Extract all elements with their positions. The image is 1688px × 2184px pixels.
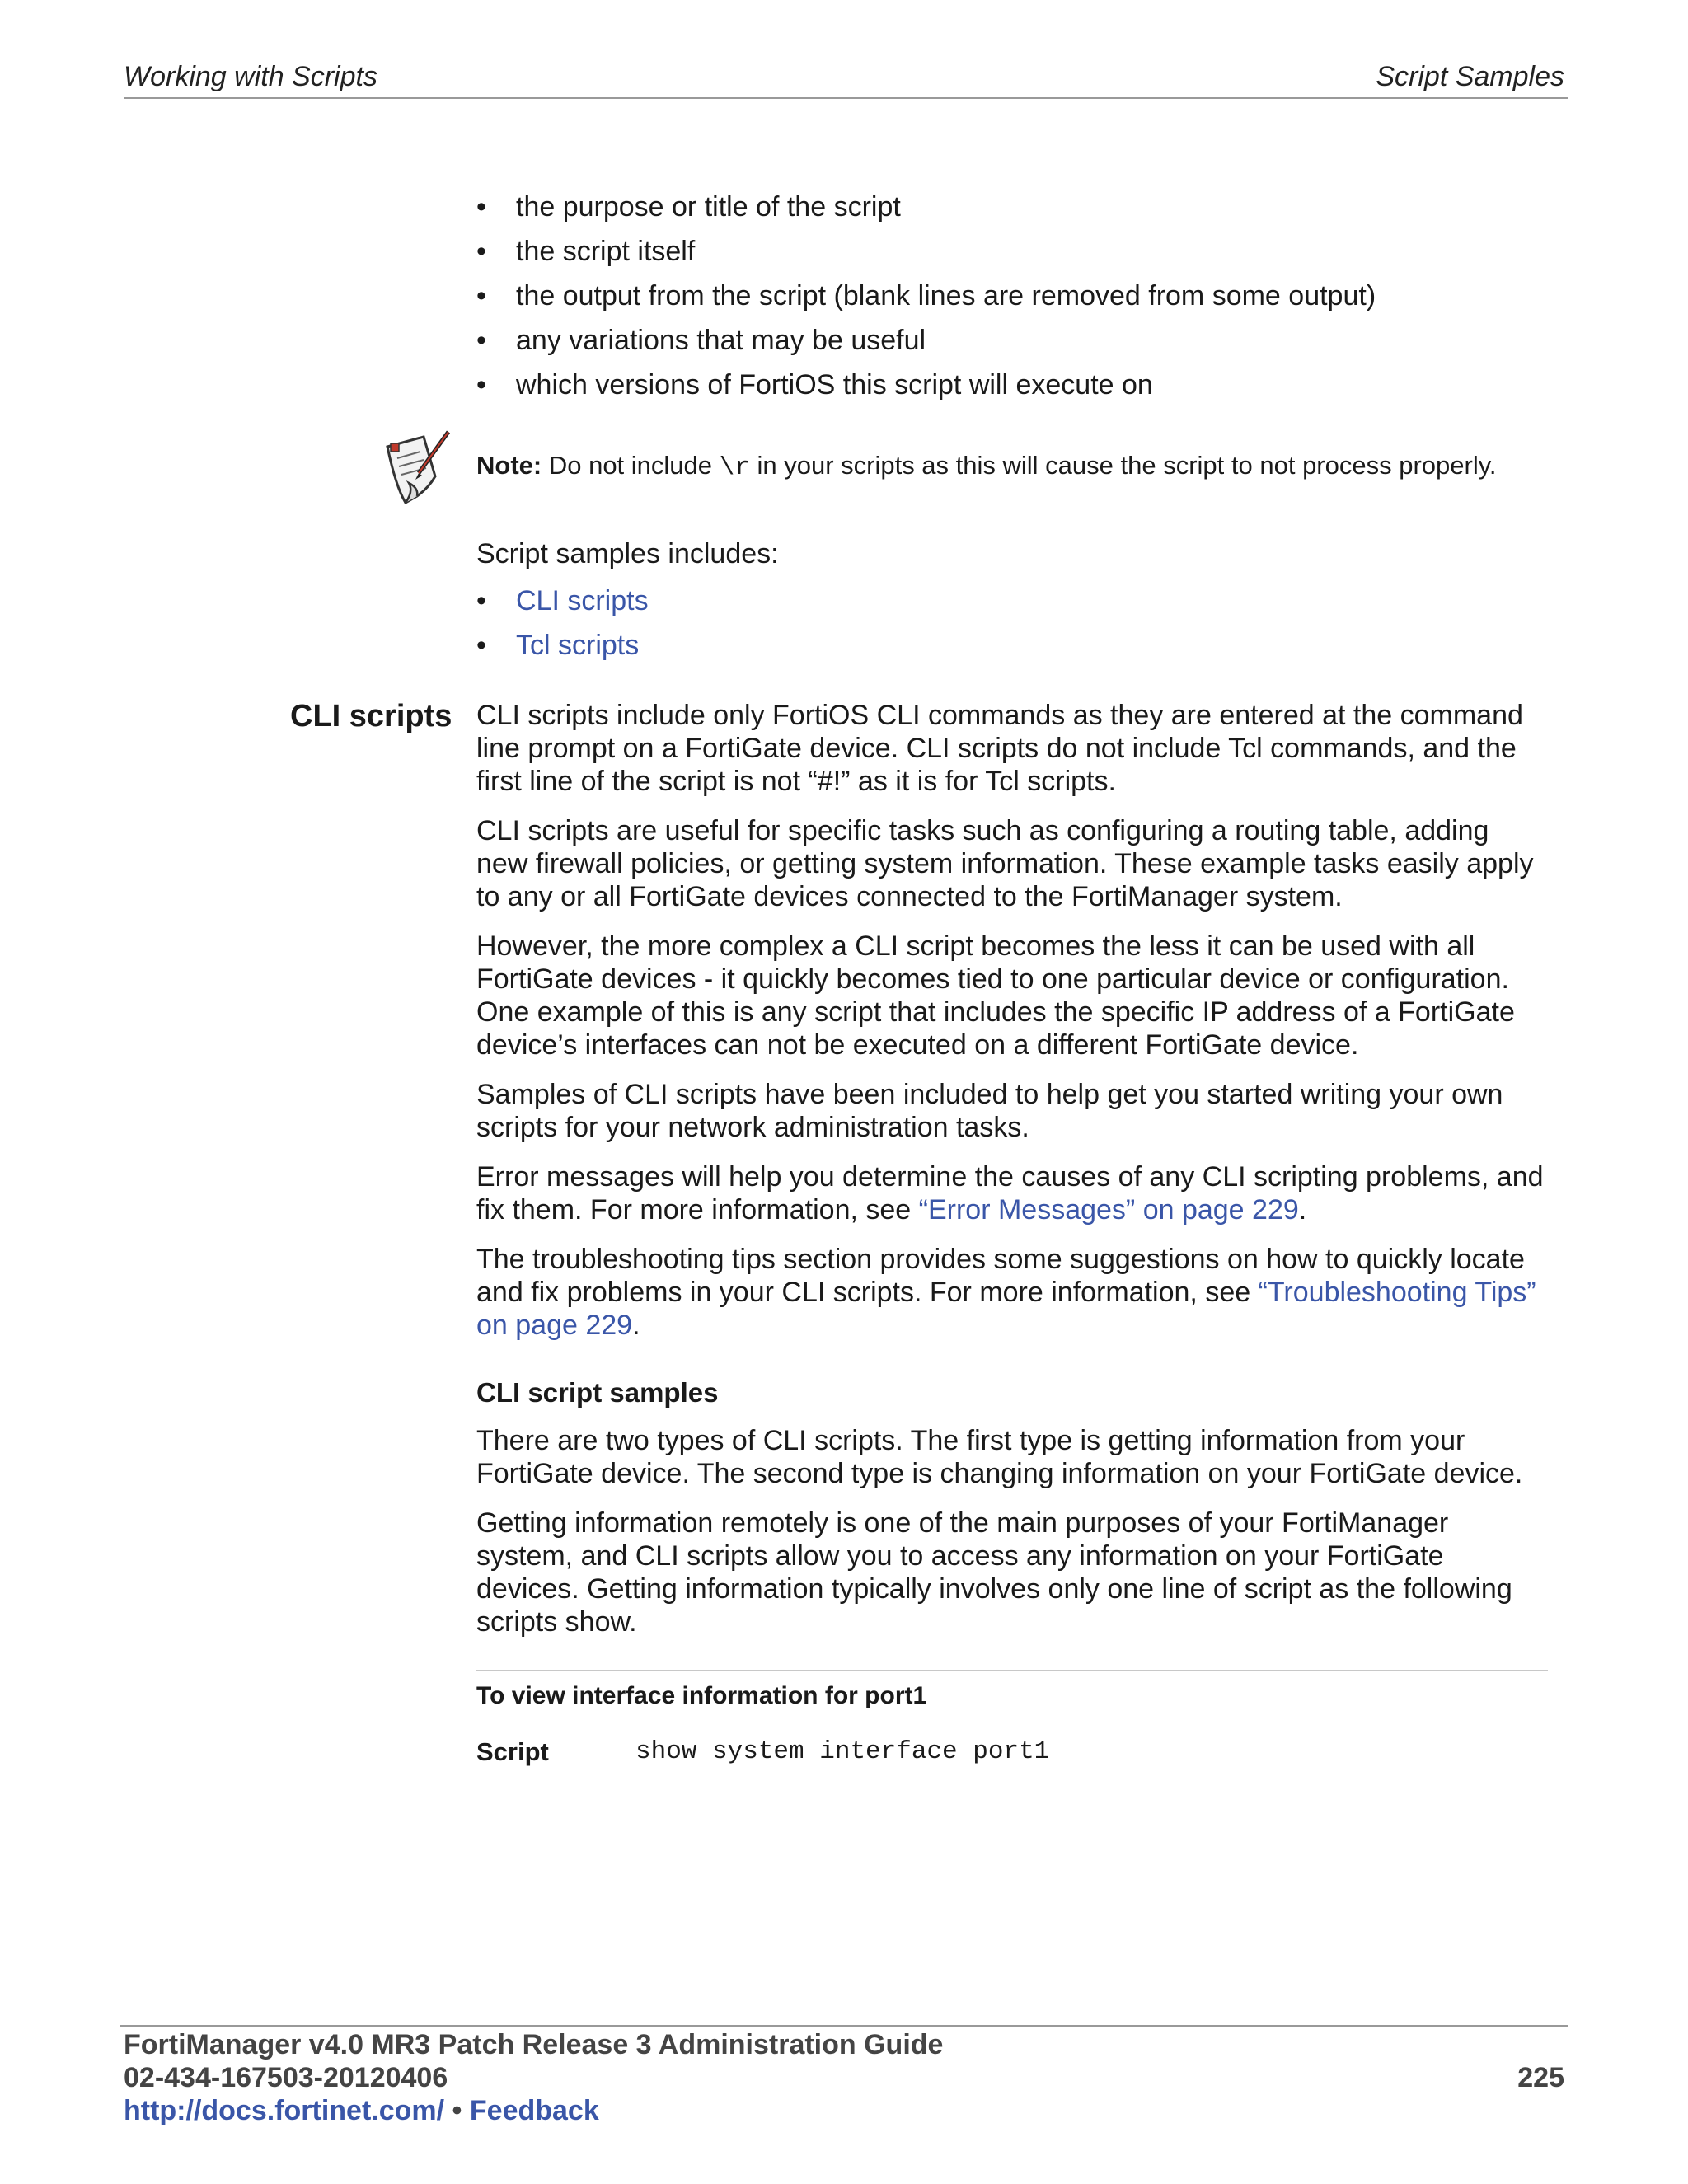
section-heading: CLI scripts — [290, 699, 452, 733]
procedure-title: To view interface information for port1 — [476, 1682, 927, 1709]
list-item — [476, 579, 1548, 623]
paragraph: CLI scripts are useful for specific tasks such as configuring a routing table, adding new firewall policies, or getting system information. These example tasks easily apply to any or all FortiGate devices connected to the FortiManager system. — [476, 815, 1534, 912]
list-item — [476, 623, 1548, 668]
paragraph: There are two types of CLI scripts. The first type is getting information from your FortiGate device. The second type is changing information on your FortiGate device. — [476, 1425, 1523, 1489]
paragraph: Samples of CLI scripts have been included to help get you started writing your own scripts for your network administration tasks. — [476, 1079, 1503, 1143]
paragraph-text: Error messages will help you determine the causes of any CLI scripting problems, and fix them. For more information, see — [476, 1161, 1544, 1226]
script-label: Script — [476, 1737, 549, 1766]
samples-link-list — [476, 579, 1548, 668]
paragraph-text: . — [632, 1310, 640, 1341]
cli-scripts-link[interactable]: CLI scripts — [516, 585, 649, 616]
page-number: 225 — [1517, 2062, 1564, 2093]
header-divider — [124, 97, 1568, 99]
list-item: • any variations that may be useful — [476, 318, 1548, 363]
list-item: • the output from the script (blank lines are removed from some output) — [476, 274, 1548, 318]
error-messages-link[interactable]: “Error Messages” on page 229 — [918, 1194, 1299, 1226]
script-code: show system interface port1 — [635, 1737, 1050, 1766]
list-item: • the script itself — [476, 229, 1548, 274]
paragraph — [476, 1243, 1548, 1342]
procedure-divider — [476, 1670, 1548, 1671]
samples-intro-block — [476, 537, 1548, 668]
footer-doc-id: 02-434-167503-20120406 — [124, 2062, 448, 2093]
subsection-heading: CLI script samples — [476, 1377, 719, 1408]
footer-divider — [120, 2025, 1568, 2027]
list-item: • the purpose or title of the script — [476, 185, 1548, 229]
intro-bullet-list — [476, 185, 1548, 407]
docs-url-link[interactable]: http://docs.fortinet.com/ — [124, 2095, 445, 2126]
feedback-link[interactable]: Feedback — [469, 2095, 599, 2126]
samples-intro: Script samples includes: — [476, 538, 779, 569]
footer-links — [124, 2095, 599, 2127]
script-row — [476, 1736, 1548, 1769]
footer-separator: • — [444, 2095, 470, 2126]
note-text-after: in your scripts as this will cause the script to not process properly. — [749, 451, 1497, 480]
paragraph: CLI scripts include only FortiOS CLI commands as they are entered at the command line prompt on a FortiGate device. CLI scripts do not include Tcl commands, and the first line of the script is not “#!” as it is for Tcl scripts. — [476, 700, 1523, 797]
note-text-before: Do not include — [542, 451, 720, 480]
note-pen-icon — [381, 429, 455, 506]
note-code: \r — [719, 453, 750, 482]
running-header-left: Working with Scripts — [124, 61, 377, 92]
running-header-right: Script Samples — [1376, 61, 1564, 92]
note-label: Note: — [476, 451, 542, 480]
troubleshooting-tips-link[interactable]: “Troubleshooting Tips” on page 229 — [476, 1277, 1536, 1341]
list-item: • which versions of FortiOS this script will execute on — [476, 363, 1548, 407]
paragraph-text: . — [1298, 1194, 1307, 1226]
paragraph — [476, 1160, 1548, 1226]
footer-guide-title: FortiManager v4.0 MR3 Patch Release 3 Administration Guide — [124, 2029, 944, 2060]
paragraph: However, the more complex a CLI script becomes the less it can be used with all FortiGate devices - it quickly becomes tied to one particular device or configuration. One example of this is any script that includes the specific IP address of a FortiGate device’s interfaces can not be executed on a different FortiGate device. — [476, 930, 1515, 1061]
intro-list-block — [476, 185, 1548, 407]
section-body — [476, 699, 1548, 1769]
tcl-scripts-link[interactable]: Tcl scripts — [516, 630, 640, 661]
paragraph-text: The troubleshooting tips section provides some suggestions on how to quickly locate and fix problems in your CLI scripts. For more information, see — [476, 1244, 1525, 1308]
note-text — [476, 449, 1497, 485]
paragraph: Getting information remotely is one of the main purposes of your FortiManager system, and CLI scripts allow you to access any information on your FortiGate devices. Getting information typically involves only one line of script as the following scripts show. — [476, 1507, 1512, 1638]
